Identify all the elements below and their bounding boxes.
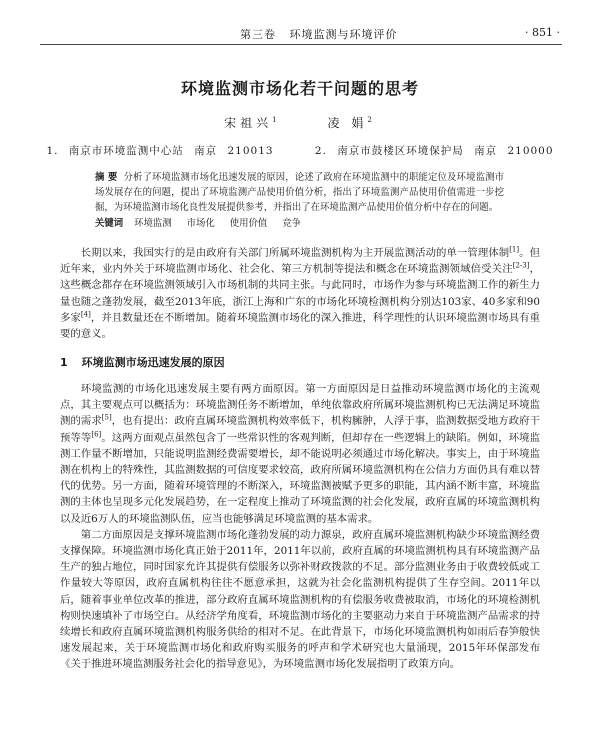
paper-title: 环境监测市场化若干问题的思考 xyxy=(180,79,419,98)
keywords xyxy=(95,215,504,229)
keyword-item: 环境监测 xyxy=(134,218,172,229)
paragraph-text: 环境监测的市场化迅速发展主要有两方面原因。第一方面原因是日益推动环境监测市场化的主流观点，其主要观点可以概括为：环境监测任务不断增加，单纯依靠政府所属环境监测机构已无法满足环境监测的需求 xyxy=(60,383,540,428)
citation-mark: [5] xyxy=(101,413,112,422)
abstract xyxy=(95,170,504,215)
page-number: · 851 · xyxy=(525,26,560,39)
section-1-heading xyxy=(60,354,225,370)
intro-paragraph xyxy=(60,245,540,342)
citation-mark: [1] xyxy=(509,245,520,254)
author-line xyxy=(0,114,600,131)
section-title: 环境监测市场迅速发展的原因 xyxy=(81,356,225,369)
running-head xyxy=(40,24,562,45)
affiliation-1: 1. 南京市环境监测中心站 南京 210013 xyxy=(46,145,274,157)
abstract-text: 分析了环境监测市场化迅速发展的原因，论述了政府在环境监测中的职能定位及环境监测市场发展存在的问题，提出了环境监测产品使用价值分析，指出了环境监测产品使用价值需进一步挖掘，为环境监测市场化良性发展提供参考，并指出了在环境监测产品使用价值分析中存在的问题。 xyxy=(95,172,504,213)
citation-mark: [6] xyxy=(91,430,102,439)
affiliations xyxy=(0,143,600,158)
keyword-item: 竞争 xyxy=(282,218,302,229)
citation-mark: [2-3] xyxy=(512,261,530,270)
keywords-label: 关键词 xyxy=(95,218,124,229)
keyword-item: 市场化 xyxy=(186,218,215,229)
affiliation-2: 2. 南京市鼓楼区环境保护局 南京 210000 xyxy=(314,145,554,157)
author-2: 凌 娟 xyxy=(327,116,368,130)
section-1-body xyxy=(60,381,540,673)
section-1-paragraph-2: 第二方面原因是支撑环境监测市场化蓬勃发展的动力源泉，政府直属环境监测机构缺少环境监测经费支撑保障。环境监测市场化真正始于2011年，2011年以前，政府直属的环境监测机构具有环境监测产品生产的独占地位，同时国家允许其提供有偿服务以弥补财政拨款的不足。部分监测业务由于收费较低或工作量较大等原因，政府直属机构往往不愿意承担，这就为社会化监测机构提供了生存空间。2011年以后，随着事业单位改革的推进，部分政府直属环境监测机构的有偿服务收费被取消，市场化的环境检测机构则快速填补了市场空白。从经济学角度看，环境监测市场化的主要驱动力来自于环境监测产品需求的持续增长和政府直属环境监测机构服务供给的相对不足。在此背景下，市场化环境监测机构如雨后春笋般快速发展起来，关于环境监测市场化和政府购买服务的呼声和学术研究也大量涌现，2015年环保部发布《关于推进环境监测服务社会化的指导意见》，为环境监测市场化发展指明了政策方向。 xyxy=(60,528,540,671)
abstract-label: 摘 要 xyxy=(95,172,118,183)
intro-text-1: 长期以来，我国实行的是由政府有关部门所属环境监测机构为主开展监测活动的单一管理体制 xyxy=(80,247,510,259)
intro-text-4: ，并且数量还在不断增加。随着环境监测市场化的深入推进，科学理性的认识环境监测市场具有重要的意义。 xyxy=(60,311,541,341)
section-1-paragraph-1 xyxy=(60,381,540,527)
intro-text-3: ，这些概念都存在环境监测领域引入市场机制的共同主张。与此同时，市场作为参与环境监测工作的新生力量也随之蓬勃发展，截至2013年底，浙江上海和广东的市场化环境检测机构分别达103家、40多家和90多家 xyxy=(60,263,540,324)
citation-mark: [4] xyxy=(80,310,91,319)
paragraph-text: 。这两方面观点虽然包含了一些常识性的客观判断，但却存在一些逻辑上的缺陷。例如，环境监测工作量不断增加，只能说明监测经费需要增长，却不能说明必须通过市场化解决。事实上，由于环境监测在机构上的特殊性，其监测数据的可信度要求较高，政府所属环境监测机构在公信力方面仍具有难以替代的优势。另一方面，随着环境管理的不断深入，环境监测被赋予更多的职能，其内涵不断丰富，环境监测的主体也呈现多元化发展趋势，在一定程度上推动了环境监测的社会化发展，政府直属的环境监测机构以及近6万人的环境监测队伍，应当也能够满足环境监测的基本需求。 xyxy=(60,431,541,525)
paragraph-text: ，也有提出：政府直属环境监测机构效率低下，机构臃肿，人浮于事，监测数据受地方政府干预等等 xyxy=(60,415,541,444)
author-2-affil-mark: 2 xyxy=(367,116,376,124)
introduction xyxy=(60,245,540,342)
running-head-title xyxy=(240,26,398,42)
running-head-section: 环境监测与环境评价 xyxy=(289,28,398,41)
section-number: 1 xyxy=(60,356,68,369)
intro-text-2: 。但近年来，业内外关于环境监测市场化、社会化、第三方机制等提法和概念在环境监测领域倍受关注 xyxy=(60,247,541,276)
author-1: 宋祖兴 xyxy=(224,116,273,130)
running-head-volume: 第三卷 xyxy=(240,28,276,41)
keyword-item: 使用价值 xyxy=(229,218,268,229)
author-1-affil-mark: 1 xyxy=(272,116,281,124)
